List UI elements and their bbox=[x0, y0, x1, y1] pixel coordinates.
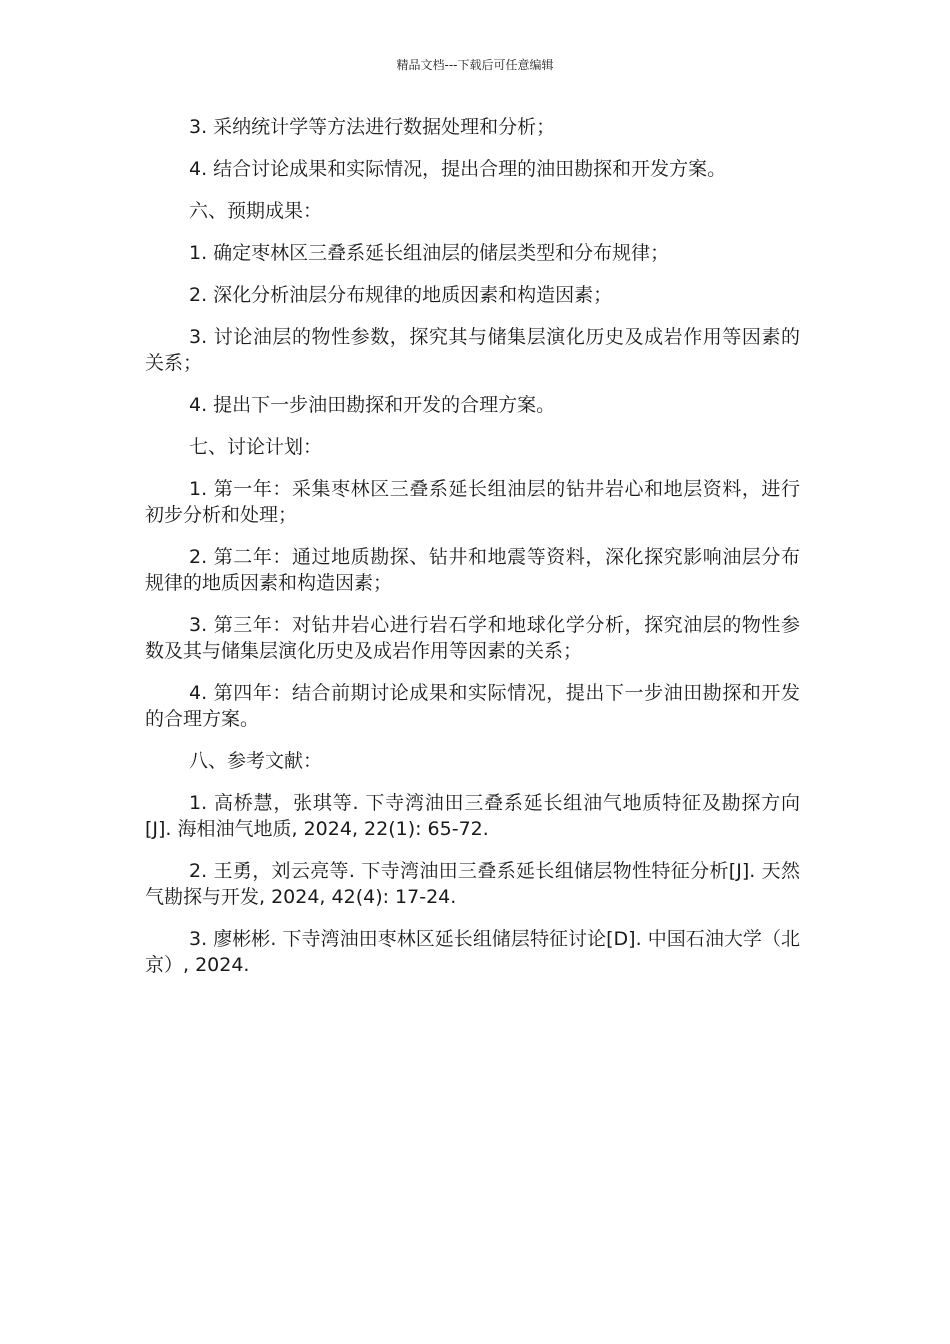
page-header: 精品文档---下载后可任意编辑 bbox=[396, 58, 554, 72]
paragraph-result-3: 3. 讨论油层的物性参数，探究其与储集层演化历史及成岩作用等因素的关系； bbox=[145, 326, 800, 374]
section-heading-expected-results: 六、预期成果： bbox=[189, 200, 323, 222]
paragraph-method-4: 4. 结合讨论成果和实际情况，提出合理的油田勘探和开发方案。 bbox=[189, 158, 727, 180]
reference-2: 2. 王勇，刘云亮等. 下寺湾油田三叠系延长组储层物性特征分析[J]. 天然气勘探与开发, 2024, 42(4): 17-24. bbox=[145, 860, 800, 908]
paragraph-plan-year-3: 3. 第三年：对钻井岩心进行岩石学和地球化学分析，探究油层的物性参数及其与储集层演化历史及成岩作用等因素的关系； bbox=[145, 614, 800, 662]
paragraph-result-4: 4. 提出下一步油田勘探和开发的合理方案。 bbox=[189, 394, 556, 416]
paragraph-plan-year-1: 1. 第一年：采集枣林区三叠系延长组油层的钻井岩心和地层资料，进行初步分析和处理； bbox=[145, 478, 800, 526]
paragraph-plan-year-2: 2. 第二年：通过地质勘探、钻井和地震等资料，深化探究影响油层分布规律的地质因素和构造因素； bbox=[145, 546, 800, 594]
reference-1: 1. 高桥慧，张琪等. 下寺湾油田三叠系延长组油气地质特征及勘探方向[J]. 海相油气地质, 2024, 22(1): 65-72. bbox=[145, 792, 800, 840]
section-heading-research-plan: 七、讨论计划： bbox=[189, 436, 323, 458]
paragraph-method-3: 3. 采纳统计学等方法进行数据处理和分析； bbox=[189, 116, 556, 138]
paragraph-result-2: 2. 深化分析油层分布规律的地质因素和构造因素； bbox=[189, 284, 613, 306]
document-body bbox=[145, 114, 800, 994]
paragraph-result-1: 1. 确定枣林区三叠系延长组油层的储层类型和分布规律； bbox=[189, 242, 670, 264]
paragraph-plan-year-4: 4. 第四年：结合前期讨论成果和实际情况，提出下一步油田勘探和开发的合理方案。 bbox=[145, 682, 800, 730]
reference-3: 3. 廖彬彬. 下寺湾油田枣林区延长组储层特征讨论[D]. 中国石油大学（北京）, 2024. bbox=[145, 928, 800, 976]
section-heading-references: 八、参考文献： bbox=[189, 750, 323, 772]
